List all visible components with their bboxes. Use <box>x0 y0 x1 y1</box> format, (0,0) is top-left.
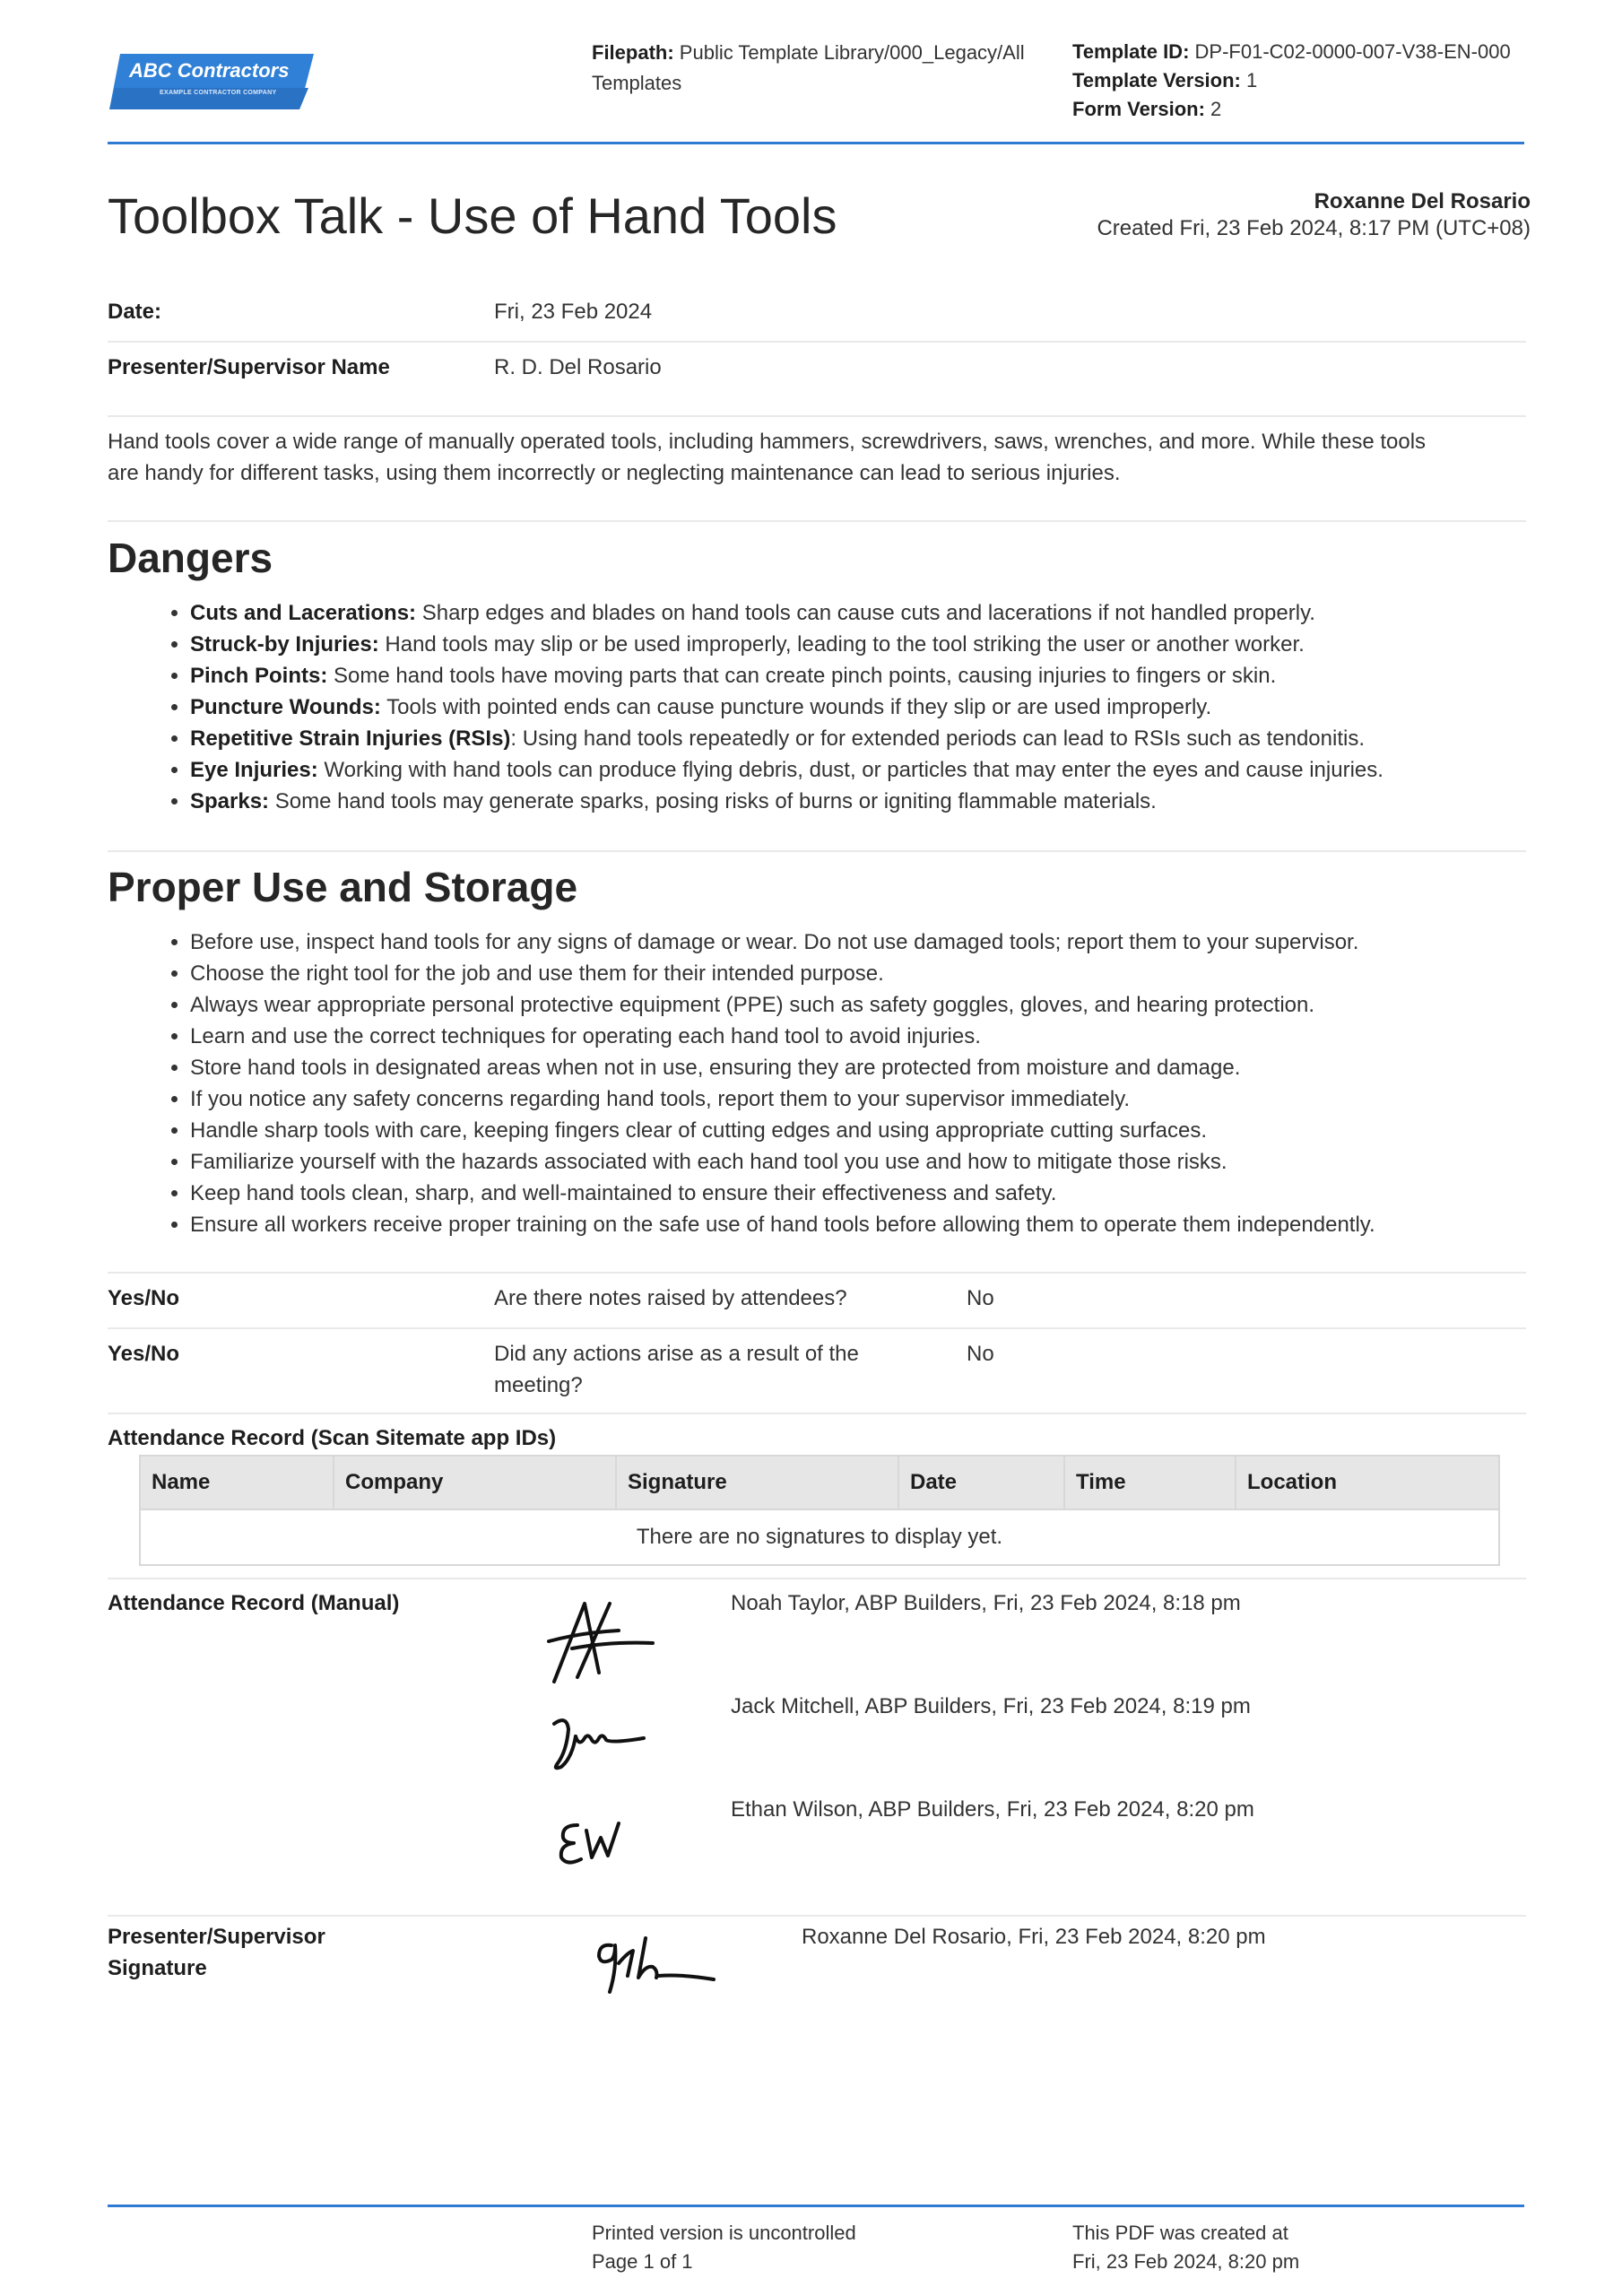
footer-divider <box>108 2205 1524 2207</box>
presenter-signature-label <box>108 1921 325 1984</box>
column-header-company: Company <box>334 1456 616 1509</box>
signature-jack-mitchell <box>549 1711 647 1774</box>
column-header-location: Location <box>1236 1456 1499 1509</box>
attendee-entry: Noah Taylor, ABP Builders, Fri, 23 Feb 2024, 8:18 pm <box>731 1591 1241 1615</box>
attendee-entry: Ethan Wilson, ABP Builders, Fri, 23 Feb 2024, 8:20 pm <box>731 1797 1254 1822</box>
intro-line: are handy for different tasks, using them incorrectly or neglecting maintenance can lead to serious injuries. <box>108 461 1121 485</box>
proper-use-item: • Store hand tools in designated areas when not in use, ensuring they are protected from moisture and damage. <box>190 1052 1616 1083</box>
danger-item-text: Sharp edges and blades on hand tools can cause cuts and lacerations if not handled properly. <box>416 601 1315 625</box>
divider <box>108 341 1526 343</box>
danger-item-text: Some hand tools may generate sparks, posing risks of burns or igniting flammable materials. <box>269 789 1157 813</box>
footer-left <box>592 2219 856 2276</box>
question-text: Are there notes raised by attendees? <box>494 1286 847 1310</box>
signature-noah-taylor <box>547 1596 655 1686</box>
template-id: DP-F01-C02-0000-007-V38-EN-000 <box>1194 40 1511 63</box>
filepath-value: Public Template Library/000_Legacy/All <box>679 41 1025 64</box>
table-row <box>140 1509 1499 1565</box>
danger-item-text: Some hand tools have moving parts that can create pinch points, causing injuries to fingers or skin. <box>327 664 1277 688</box>
danger-item-title: Pinch Points: <box>190 664 328 688</box>
question-type-label: Yes/No <box>108 1342 180 1366</box>
proper-use-list <box>108 926 1616 1240</box>
template-version: 1 <box>1246 69 1258 91</box>
danger-item-title: Struck-by Injuries: <box>190 632 379 657</box>
danger-item <box>190 786 1616 817</box>
question-text <box>494 1338 859 1401</box>
divider <box>108 1915 1526 1917</box>
company-logo <box>109 52 316 111</box>
template-meta <box>1072 38 1539 124</box>
created-timestamp: Created Fri, 23 Feb 2024, 8:17 PM (UTC+08) <box>1097 216 1531 240</box>
attendee-entry: Jack Mitchell, ABP Builders, Fri, 23 Feb 2024, 8:19 pm <box>731 1694 1251 1718</box>
divider <box>108 520 1526 522</box>
presenter-name-value: R. D. Del Rosario <box>494 355 662 379</box>
pdf-created-label: This PDF was created at <box>1072 2222 1288 2244</box>
author-block <box>1097 188 1531 242</box>
danger-item-title: Cuts and Lacerations: <box>190 601 417 625</box>
question-line: meeting? <box>494 1373 583 1397</box>
danger-item-title: Puncture Wounds: <box>190 695 381 719</box>
danger-item <box>190 754 1616 786</box>
form-version: 2 <box>1210 98 1222 120</box>
header-divider <box>108 142 1524 144</box>
presenter-name-label: Presenter/Supervisor Name <box>108 355 390 379</box>
proper-use-item: • Choose the right tool for the job and use them for their intended purpose. <box>190 958 1616 989</box>
date-label: Date: <box>108 300 162 324</box>
column-header-signature: Signature <box>616 1456 898 1509</box>
question-line: Did any actions arise as a result of the <box>494 1342 859 1366</box>
filepath <box>592 38 1058 99</box>
danger-item-text: Tools with pointed ends can cause puncture wounds if they slip or are used improperly. <box>380 695 1212 719</box>
logo-subtext: EXAMPLE CONTRACTOR COMPANY <box>160 90 277 96</box>
divider <box>108 415 1526 417</box>
form-version-label: Form Version: <box>1072 98 1205 120</box>
divider <box>108 1272 1526 1274</box>
question-answer: No <box>967 1286 994 1310</box>
presenter-signature-label-line: Presenter/Supervisor <box>108 1925 325 1949</box>
pdf-created-at: Fri, 23 Feb 2024, 8:20 pm <box>1072 2250 1300 2273</box>
danger-item <box>190 691 1616 723</box>
presenter-signature-entry: Roxanne Del Rosario, Fri, 23 Feb 2024, 8:20 pm <box>802 1925 1266 1949</box>
question-answer: No <box>967 1342 994 1366</box>
empty-table-message: There are no signatures to display yet. <box>140 1509 1499 1565</box>
danger-item-text: Working with hand tools can produce flying debris, dust, or particles that may enter the eyes and cause injuries. <box>317 758 1383 782</box>
author-name: Roxanne Del Rosario <box>1314 189 1531 213</box>
template-id-label: Template ID: <box>1072 40 1190 63</box>
table-header-row <box>140 1456 1499 1509</box>
attendance-scan-label: Attendance Record (Scan Sitemate app IDs) <box>108 1426 557 1450</box>
column-header-date: Date <box>898 1456 1064 1509</box>
danger-item-title: Eye Injuries: <box>190 758 318 782</box>
proper-use-item: • Learn and use the correct techniques for operating each hand tool to avoid injuries. <box>190 1021 1616 1052</box>
divider <box>108 850 1526 852</box>
proper-use-item: • Always wear appropriate personal protective equipment (PPE) such as safety goggles, gloves, and hearing protection. <box>190 989 1616 1021</box>
divider <box>108 1327 1526 1329</box>
danger-item <box>190 597 1616 629</box>
uncontrolled-notice: Printed version is uncontrolled <box>592 2222 856 2244</box>
intro-line: Hand tools cover a wide range of manually operated tools, including hammers, screwdrivers, saws, wrenches, and more. While these tools <box>108 430 1427 454</box>
danger-item-text: Hand tools may slip or be used improperly, leading to the tool striking the user or another worker. <box>378 632 1305 657</box>
proper-use-item: • Familiarize yourself with the hazards associated with each hand tool you use and how to mitigate those risks. <box>190 1146 1616 1178</box>
divider <box>108 1413 1526 1414</box>
proper-use-item: • Keep hand tools clean, sharp, and well-maintained to ensure their effectiveness and safety. <box>190 1178 1616 1209</box>
attendance-manual-label: Attendance Record (Manual) <box>108 1591 400 1615</box>
signature-ethan-wilson <box>556 1816 628 1870</box>
signature-roxanne-del-rosario <box>592 1933 717 1997</box>
filepath-value-cont: Templates <box>592 72 682 94</box>
danger-item <box>190 629 1616 660</box>
proper-use-item: • Ensure all workers receive proper training on the safe use of hand tools before allowing them to operate them independently. <box>190 1209 1616 1240</box>
proper-use-heading: Proper Use and Storage <box>108 864 578 910</box>
template-version-label: Template Version: <box>1072 69 1241 91</box>
proper-use-item: • If you notice any safety concerns regarding hand tools, report them to your supervisor immediately. <box>190 1083 1616 1115</box>
presenter-signature-label-line: Signature <box>108 1956 207 1980</box>
divider <box>108 1578 1526 1579</box>
proper-use-item: • Before use, inspect hand tools for any signs of damage or wear. Do not use damaged tools; report them to your supervisor. <box>190 926 1616 958</box>
danger-item-title: Sparks: <box>190 789 270 813</box>
intro-paragraph <box>108 426 1533 489</box>
proper-use-item: • Handle sharp tools with care, keeping fingers clear of cutting edges and using appropriate cutting surfaces. <box>190 1115 1616 1146</box>
danger-item <box>190 660 1616 691</box>
dangers-list <box>108 597 1616 817</box>
page-number: Page 1 of 1 <box>592 2250 693 2273</box>
logo-text: ABC Contractors <box>129 59 290 82</box>
danger-item-title: Repetitive Strain Injuries (RSIs) <box>190 726 511 751</box>
footer-right <box>1072 2219 1299 2276</box>
attendance-table <box>139 1455 1500 1566</box>
dangers-heading: Dangers <box>108 535 273 581</box>
danger-item <box>190 723 1616 754</box>
filepath-label: Filepath: <box>592 41 674 64</box>
danger-item-text: : Using hand tools repeatedly or for extended periods can lead to RSIs such as tendonitis. <box>510 726 1365 751</box>
column-header-time: Time <box>1064 1456 1236 1509</box>
column-header-name: Name <box>140 1456 334 1509</box>
question-type-label: Yes/No <box>108 1286 180 1310</box>
page-title: Toolbox Talk - Use of Hand Tools <box>108 187 837 244</box>
date-value: Fri, 23 Feb 2024 <box>494 300 653 324</box>
